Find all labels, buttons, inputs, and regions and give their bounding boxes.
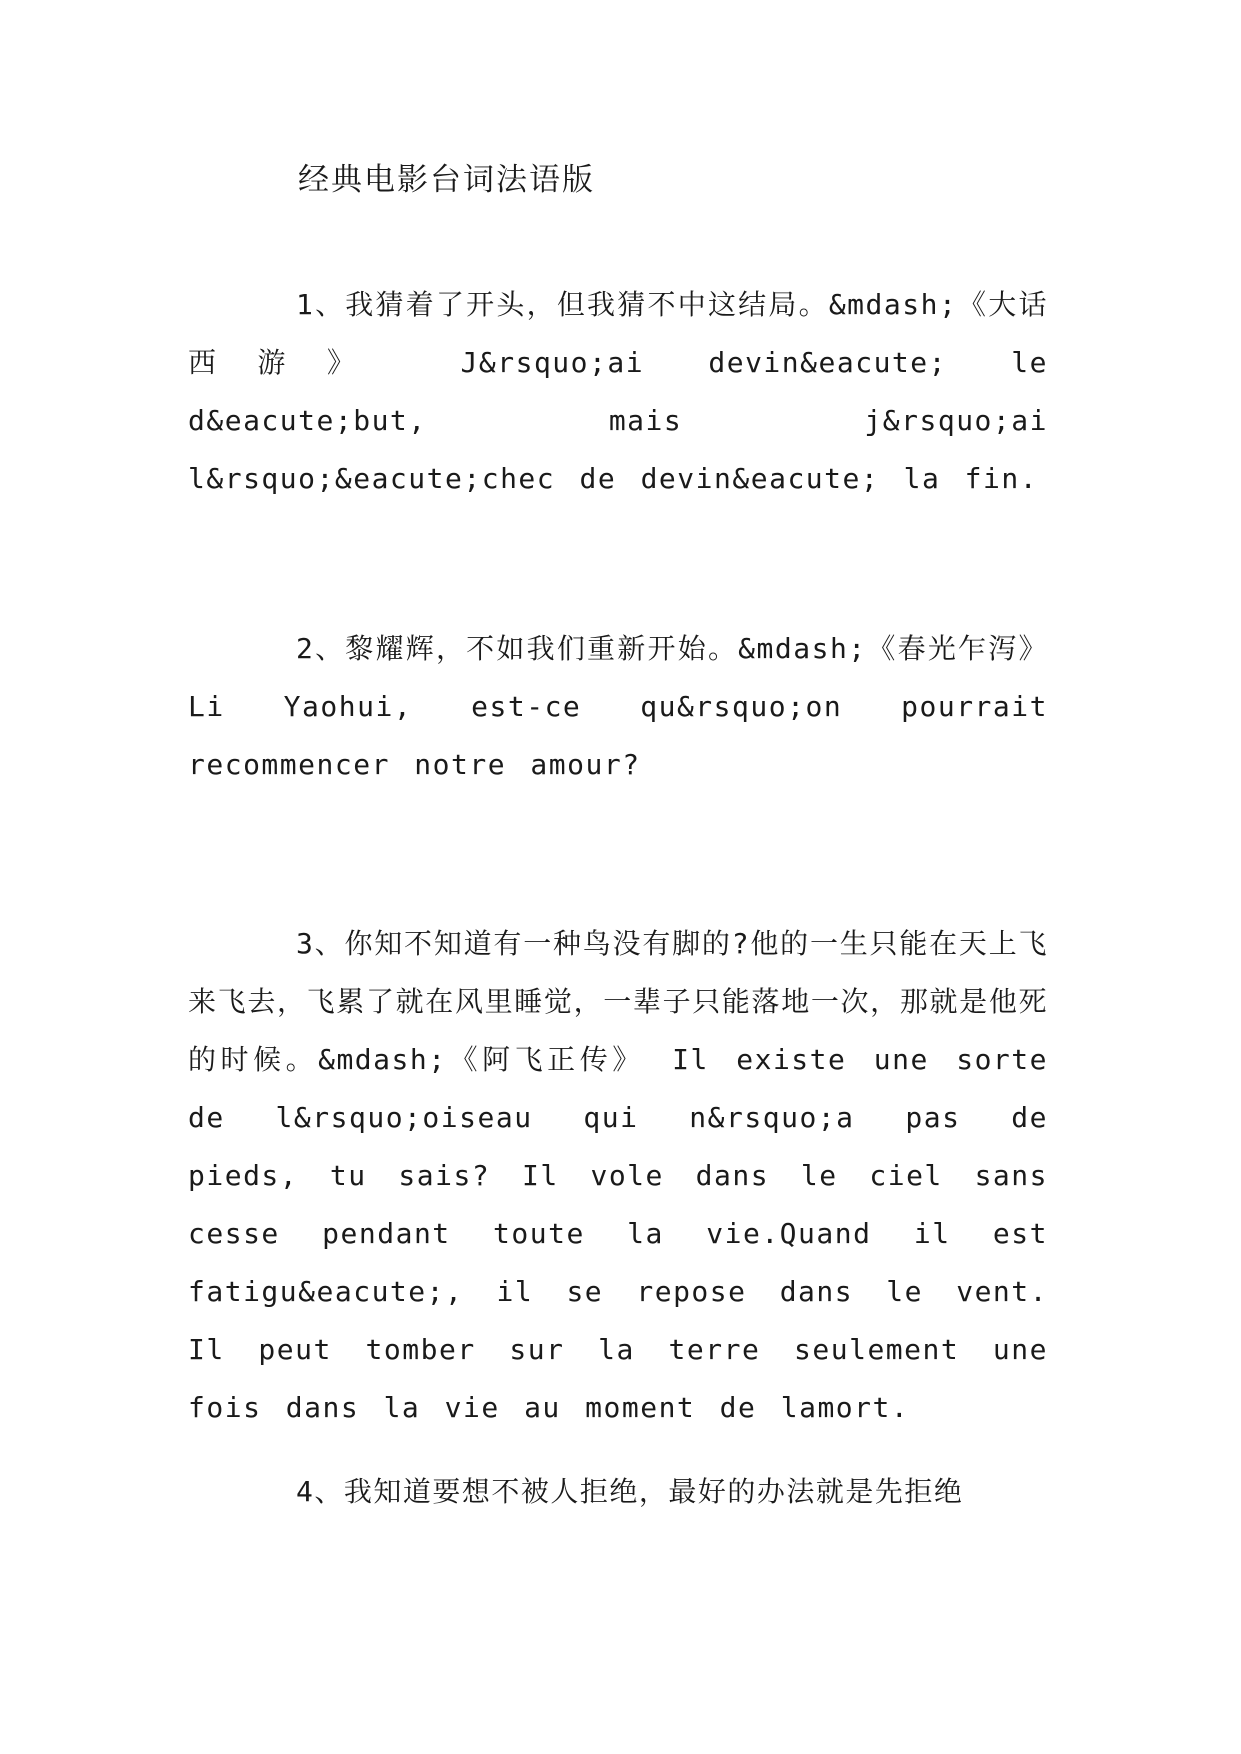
quote-paragraph-3: 3、你知不知道有一种鸟没有脚的?他的一生只能在天上飞来飞去，飞累了就在风里睡觉，一辈子只能落地一次，那就是他死的时候。&mdash;《阿飞正传》 Il existe une sorte de l&rsquo;oiseau qui n&rsquo;a pas de pieds, tu sais? Il vole dans le ciel sans cesse pendant toute la vie.Quand il est fatigu&eacute;, il se repose dans le vent. Il peut tomber sur la terre seulement une fois dans la vie au moment de lamort. <box>188 927 1048 1424</box>
quote-paragraph-4: 4、我知道要想不被人拒绝，最好的办法就是先拒绝 <box>296 1475 964 1508</box>
quote-paragraph-2: 2、黎耀辉，不如我们重新开始。&mdash;《春光乍泻》 Li Yaohui, est-ce qu&rsquo;on pourrait recommencer notre amour? <box>188 632 1048 781</box>
quote-paragraph-1: 1、我猜着了开头，但我猜不中这结局。&mdash;《大话西游》 J&rsquo;ai devin&eacute; le d&eacute;but, mais j&rsquo;ai l&rsquo;&eacute;chec de devin&eacute; la fin. <box>188 288 1048 495</box>
document-title: 经典电影台词法语版 <box>298 162 595 198</box>
